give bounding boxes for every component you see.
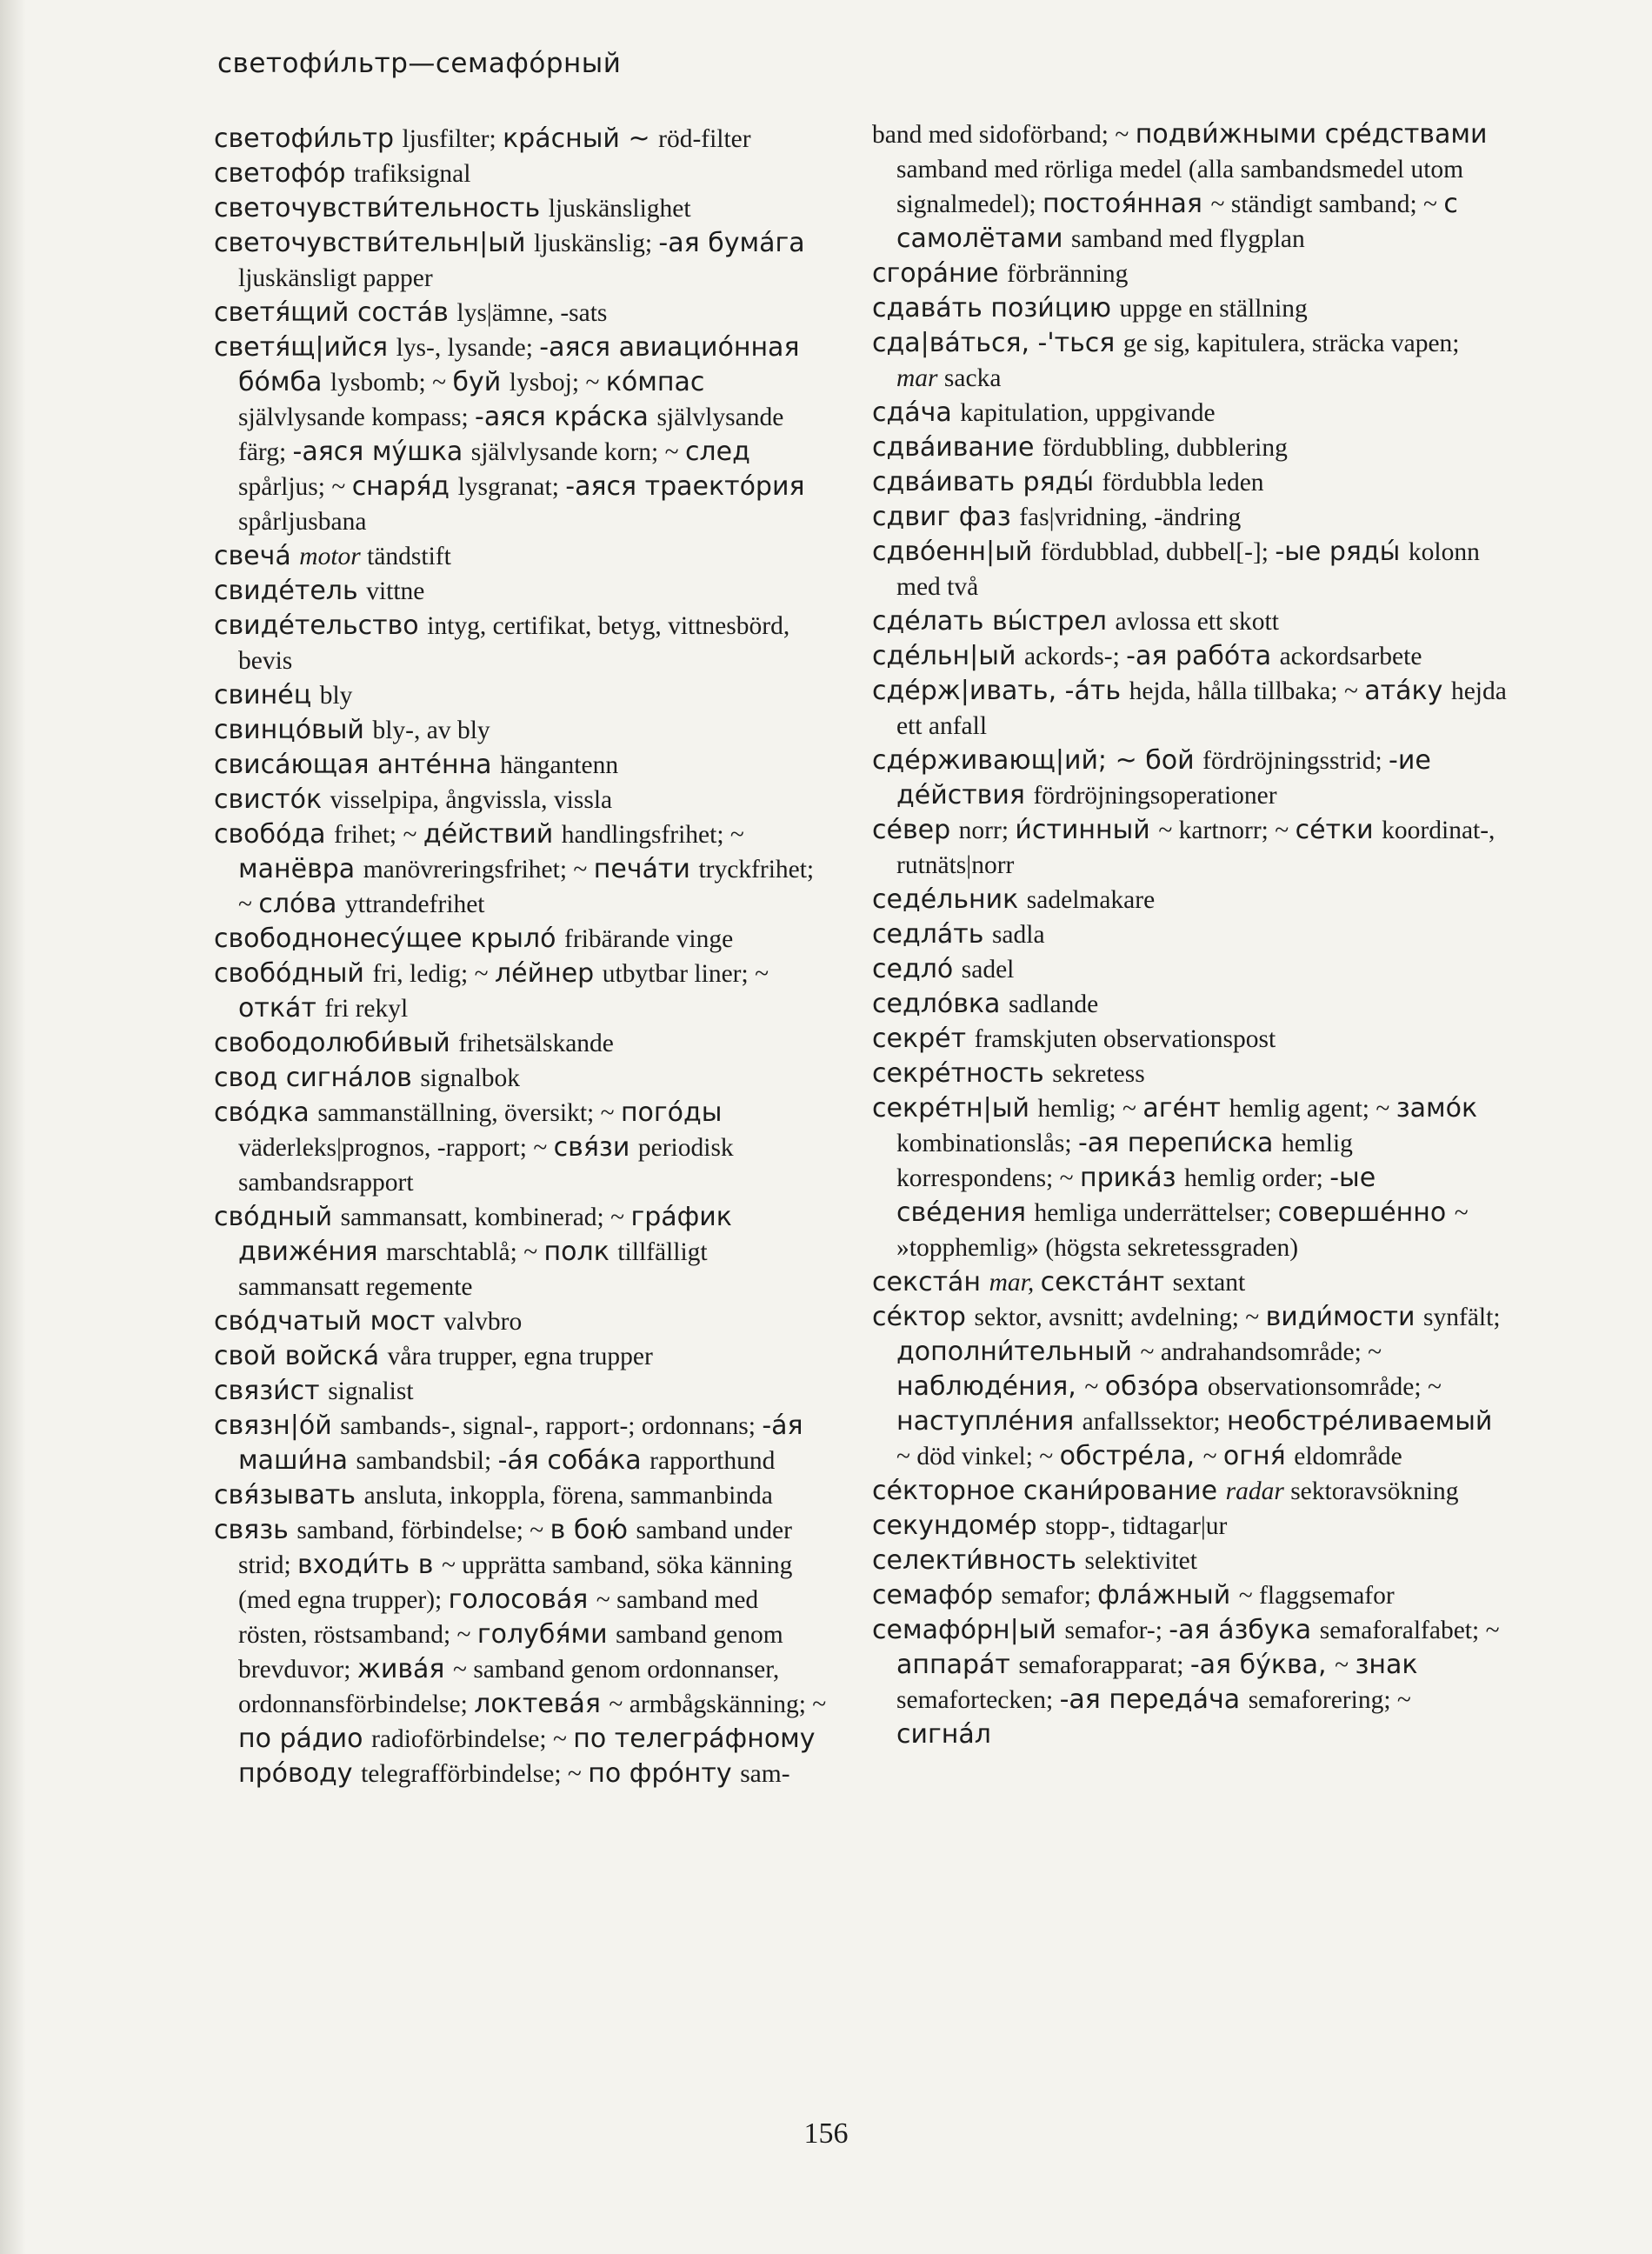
entry-russian-term: свине́ц xyxy=(214,680,320,710)
entry-swedish-gloss: ~ död vinkel; ~ xyxy=(896,1443,1060,1470)
entry-swedish-gloss: sadla xyxy=(991,921,1045,949)
entry-swedish-gloss: lys|ämne, -sats xyxy=(456,299,608,327)
entry-russian-term: печа́ти xyxy=(593,854,699,884)
dictionary-entry xyxy=(872,987,1507,1022)
entry-russian-term: свинцо́вый xyxy=(214,715,373,745)
entry-swedish-gloss: bly-, av bly xyxy=(372,717,490,744)
entry-russian-term: свя́зи xyxy=(553,1132,638,1163)
entry-russian-term: секста́нт xyxy=(1040,1267,1173,1297)
entry-swedish-gloss: ~ andrahandsområde; ~ xyxy=(1140,1338,1382,1366)
entry-swedish-gloss: lys-, lysande; xyxy=(396,334,540,362)
dictionary-entry xyxy=(872,1578,1507,1613)
entry-russian-term: фла́жный xyxy=(1097,1580,1239,1610)
entry-swedish-gloss: ~ upprätta samband, söka känning (med egna trupper); xyxy=(238,1551,793,1614)
entry-swedish-gloss: sambands-, signal-, rapport-; ordonnans; xyxy=(340,1412,763,1440)
entry-swedish-gloss: ~ flaggsemafor xyxy=(1238,1582,1395,1610)
entry-swedish-gloss: fri, ledig; ~ xyxy=(372,960,495,988)
entry-swedish-gloss: ~ armbågskänning; ~ xyxy=(609,1690,827,1718)
dictionary-entry xyxy=(872,1509,1507,1544)
entry-swedish-gloss: stopp-, tidtagar|ur xyxy=(1045,1512,1228,1540)
dictionary-entry xyxy=(214,1026,831,1061)
entry-russian-term: подви́жными сре́дствами xyxy=(1135,119,1488,150)
entry-russian-term: связи́ст xyxy=(214,1376,329,1406)
entry-swedish-gloss: selektivitet xyxy=(1084,1547,1197,1575)
entry-russian-term: локтева́я xyxy=(474,1689,610,1719)
entry-russian-term: входи́ть в xyxy=(297,1550,442,1580)
entry-swedish-gloss: trafiksignal xyxy=(354,160,471,188)
entry-swedish-gloss: semaforalfabet; ~ xyxy=(1319,1617,1500,1644)
entry-russian-term: сдава́ть пози́цию xyxy=(872,293,1120,323)
entry-swedish-gloss: ~ samband genom ordonnanser, ordonnansförbindelse; xyxy=(238,1656,780,1718)
dictionary-entry xyxy=(214,1096,831,1200)
dictionary-entry xyxy=(214,1478,831,1513)
entry-swedish-gloss: fribärande vinge xyxy=(564,925,734,953)
entry-domain-label: mar xyxy=(896,364,944,392)
entry-russian-term: сгора́ние xyxy=(872,258,1008,289)
entry-russian-term: свобо́дный xyxy=(214,958,373,989)
dictionary-entry xyxy=(872,604,1507,639)
entry-russian-term: светофо́р xyxy=(214,158,355,189)
entry-russian-term: де́йствий xyxy=(423,819,562,850)
dictionary-entry xyxy=(872,1091,1507,1265)
entry-russian-term: гра́фик движе́ния xyxy=(238,1202,732,1267)
entry-swedish-gloss: norr; xyxy=(958,817,1016,844)
entry-russian-term: селекти́вность xyxy=(872,1545,1085,1576)
entry-swedish-gloss: radioförbindelse; ~ xyxy=(371,1725,574,1753)
entry-russian-term: сдво́енн|ый xyxy=(872,537,1041,567)
entry-swedish-gloss: sektor, avsnitt; avdelning; ~ xyxy=(974,1304,1266,1331)
entry-swedish-gloss: visselpipa, ångvissla, vissla xyxy=(330,786,613,814)
entry-russian-term: сде́лать вы́стрел xyxy=(872,606,1116,637)
entry-russian-term: -ая а́збука xyxy=(1169,1615,1320,1645)
dictionary-entry xyxy=(872,535,1507,604)
entry-russian-term: секста́н xyxy=(872,1267,989,1297)
entry-russian-term: знак xyxy=(1355,1650,1418,1680)
entry-swedish-gloss: hejda, hålla tillbaka; ~ xyxy=(1129,677,1365,705)
entry-swedish-gloss: ~ ständigt samband; ~ xyxy=(1210,190,1444,218)
entry-russian-term: сигна́л xyxy=(896,1719,991,1750)
entry-russian-term: манёвра xyxy=(238,854,363,884)
entry-swedish-gloss: handlingsfrihet; ~ xyxy=(561,821,744,849)
entry-swedish-gloss: koordinat-, rutnäts|norr xyxy=(896,817,1495,879)
entry-russian-term: кра́сный ~ xyxy=(503,123,659,154)
entry-russian-term: сво́дчатый мост xyxy=(214,1306,444,1337)
entry-swedish-gloss: signalist xyxy=(328,1377,414,1405)
dictionary-entry xyxy=(214,296,831,330)
entry-russian-term: -ая бума́га xyxy=(658,228,805,258)
entry-russian-term: голосова́я xyxy=(448,1584,596,1615)
entry-swedish-gloss: yttrandefrihet xyxy=(344,890,485,918)
entry-russian-term: связь xyxy=(214,1515,297,1545)
entry-swedish-gloss: hemlig; ~ xyxy=(1037,1095,1143,1123)
entry-russian-term: -аяся му́шка xyxy=(292,437,471,467)
dictionary-entry xyxy=(214,330,831,539)
entry-russian-term: светофи́льтр xyxy=(214,123,403,154)
entry-swedish-gloss: tryckfrihet; ~ xyxy=(238,856,815,918)
entry-russian-term: свиде́тельство xyxy=(214,610,428,641)
entry-russian-term: сде́рживающ|ий; ~ бой xyxy=(872,745,1203,776)
entry-russian-term: связн|о́й xyxy=(214,1410,341,1441)
dictionary-entry xyxy=(872,1544,1507,1578)
entry-swedish-gloss: avlossa ett skott xyxy=(1115,608,1279,636)
entry-swedish-gloss: kombinationslås; xyxy=(896,1130,1078,1157)
entry-russian-term: жива́я xyxy=(356,1654,453,1684)
entry-russian-term: снаря́д xyxy=(351,471,458,502)
entry-swedish-gloss: signalbok xyxy=(420,1064,521,1092)
entry-russian-term: аге́нт xyxy=(1142,1093,1229,1124)
entry-russian-term: -ие де́йствия xyxy=(896,745,1431,810)
entry-domain-label: motor xyxy=(299,543,368,570)
entry-swedish-gloss: vittne xyxy=(366,577,425,605)
entry-swedish-gloss: tillfälligt sammansatt regemente xyxy=(238,1238,708,1301)
dictionary-entry xyxy=(214,1339,831,1374)
dictionary-entry xyxy=(872,952,1507,987)
dictionary-entry xyxy=(872,1022,1507,1057)
running-header: светофи́льтр—семафо́рный xyxy=(217,48,622,79)
entry-swedish-gloss: ljusfilter; xyxy=(402,125,503,153)
entry-russian-term: седе́льник xyxy=(872,884,1027,915)
entry-russian-term: голубя́ми xyxy=(476,1619,616,1650)
entry-swedish-gloss: sextant xyxy=(1172,1269,1246,1297)
entry-swedish-gloss: observationsområde; ~ xyxy=(1207,1373,1442,1401)
entry-russian-term: сдва́ивание xyxy=(872,432,1042,463)
entry-swedish-gloss: ljuskänslig; xyxy=(534,230,659,257)
entry-russian-term: наступле́ния xyxy=(896,1406,1082,1437)
entry-russian-term: соверше́нно xyxy=(1277,1197,1455,1228)
entry-russian-term: свободолюби́вый xyxy=(214,1028,459,1058)
entry-swedish-gloss: självlysande färg; xyxy=(238,403,784,466)
entry-swedish-gloss: sekretess xyxy=(1052,1060,1145,1088)
entry-russian-term: ата́ку xyxy=(1364,676,1451,706)
entry-swedish-gloss: fördröjningsoperationer xyxy=(1033,782,1277,810)
entry-russian-term: с самолётами xyxy=(896,189,1458,254)
entry-russian-term: свод сигна́лов xyxy=(214,1063,421,1093)
entry-swedish-gloss: fördubbla leden xyxy=(1102,469,1264,497)
entry-swedish-gloss: lysgranat; xyxy=(457,473,566,501)
entry-russian-term: -ая переда́ча xyxy=(1059,1684,1249,1715)
entry-swedish-gloss: samband under strid; xyxy=(238,1517,792,1579)
dictionary-entry xyxy=(214,609,831,678)
dictionary-entry xyxy=(872,1474,1507,1509)
entry-swedish-gloss: kapitulation, uppgivande xyxy=(960,399,1216,427)
entry-russian-term: в бою́ xyxy=(550,1515,636,1545)
entry-russian-term: свобо́да xyxy=(214,819,335,850)
entry-swedish-gloss: eldområde xyxy=(1294,1443,1402,1470)
entry-swedish-gloss: ljuskänsligt papper xyxy=(238,264,433,292)
entry-swedish-gloss: hemlig agent; ~ xyxy=(1229,1095,1396,1123)
entry-russian-term: свиса́ющая анте́нна xyxy=(214,750,501,780)
entry-russian-term: светя́щ|ийся xyxy=(214,332,396,363)
dictionary-entry xyxy=(214,783,831,817)
dictionary-entry xyxy=(214,748,831,783)
dictionary-entry xyxy=(872,917,1507,952)
entry-russian-term: се́ктор xyxy=(872,1302,975,1332)
entry-russian-term: по телегра́фному про́воду xyxy=(238,1724,816,1789)
entry-swedish-gloss: semafortecken; xyxy=(896,1686,1060,1714)
entry-swedish-gloss: samband med rörliga medel (alla sambandsmedel utom signalmedel); xyxy=(896,156,1464,218)
entry-swedish-gloss: intyg, certifikat, betyg, vittnesbörd, bevis xyxy=(238,612,790,675)
entry-russian-term: наблюде́ния, xyxy=(896,1371,1085,1402)
dictionary-entry xyxy=(872,674,1507,744)
dictionary-entry xyxy=(872,500,1507,535)
entry-swedish-gloss: sambandsbil; xyxy=(356,1447,498,1475)
entry-russian-term: пого́ды xyxy=(620,1097,723,1128)
entry-swedish-gloss: fördubblad, dubbel[-]; xyxy=(1040,538,1276,566)
entry-russian-term: свой войска́ xyxy=(214,1341,388,1371)
entry-swedish-gloss: hemlig order; xyxy=(1184,1164,1330,1192)
dictionary-entry xyxy=(872,744,1507,813)
entry-russian-term: -ая бу́ква, xyxy=(1189,1650,1336,1680)
entry-russian-term: секре́тность xyxy=(872,1058,1053,1089)
dictionary-entry xyxy=(872,1300,1507,1474)
entry-swedish-gloss: ~ »topphemlig» (högsta sekretessgraden) xyxy=(896,1199,1469,1262)
entry-russian-term: -ые ряды́ xyxy=(1275,537,1409,567)
entry-swedish-gloss: väderleks|prognos, -rapport; ~ xyxy=(238,1134,554,1162)
entry-swedish-gloss: semafor-; xyxy=(1064,1617,1169,1644)
entry-russian-term: сде́льн|ый xyxy=(872,641,1024,671)
entry-russian-term: по фро́нту xyxy=(588,1758,741,1789)
entry-russian-term: обзо́ра xyxy=(1104,1371,1208,1402)
entry-russian-term: семафо́р xyxy=(872,1580,1002,1610)
entry-swedish-gloss: ~ xyxy=(1335,1651,1356,1679)
page-gutter-shadow xyxy=(0,0,26,2254)
entry-swedish-gloss: framskjuten observationspost xyxy=(974,1025,1276,1053)
entry-russian-term: -а́я маши́на xyxy=(238,1410,803,1476)
dictionary-entry xyxy=(214,713,831,748)
entry-russian-term: -ая перепи́ска xyxy=(1077,1128,1282,1158)
entry-swedish-gloss: tändstift xyxy=(367,543,451,570)
entry-russian-term: сво́дка xyxy=(214,1097,318,1128)
entry-swedish-gloss: ~ samband med rösten, röstsamband; ~ xyxy=(238,1586,759,1649)
entry-swedish-gloss: ~ kartnorr; ~ xyxy=(1158,817,1296,844)
entry-russian-term: след xyxy=(684,437,750,467)
dictionary-entry xyxy=(214,122,831,157)
entry-swedish-gloss: sacka xyxy=(943,364,1002,392)
dictionary-entry xyxy=(872,883,1507,917)
entry-swedish-gloss: sadlande xyxy=(1008,990,1099,1018)
dictionary-entry xyxy=(214,1409,831,1478)
entry-swedish-gloss: fri rekyl xyxy=(324,995,409,1023)
dictionary-entry xyxy=(872,1265,1507,1300)
dictionary-entry xyxy=(214,157,831,191)
entry-swedish-gloss: ackordsarbete xyxy=(1279,643,1422,670)
dictionary-entry xyxy=(872,430,1507,465)
entry-swedish-gloss: lysbomb; ~ xyxy=(330,369,453,397)
entry-swedish-gloss: frihet; ~ xyxy=(334,821,423,849)
entry-swedish-gloss: självlysande korn; ~ xyxy=(470,438,685,466)
entry-swedish-gloss: sadel xyxy=(961,956,1015,984)
entry-swedish-gloss: hejda ett anfall xyxy=(896,677,1507,740)
entry-swedish-gloss: valvbro xyxy=(443,1308,523,1336)
entry-russian-term: свободнонесу́щее крыло́ xyxy=(214,924,565,954)
entry-russian-term: се́вер xyxy=(872,815,959,845)
entry-russian-term: -ые све́дения xyxy=(896,1163,1376,1228)
entry-swedish-gloss: frihetsälskande xyxy=(458,1030,614,1057)
entry-russian-term: и́стинный xyxy=(1015,815,1159,845)
entry-swedish-gloss: sektoravsökning xyxy=(1290,1477,1459,1505)
entry-russian-term: седло́вка xyxy=(872,989,1009,1019)
entry-swedish-gloss: anfallssektor; xyxy=(1082,1408,1227,1436)
dictionary-entry xyxy=(214,1374,831,1409)
entry-swedish-gloss: röd-filter xyxy=(658,125,751,153)
entry-russian-term: замо́к xyxy=(1396,1093,1478,1124)
entry-russian-term: ко́мпас xyxy=(605,367,705,397)
entry-russian-term: -ая рабо́та xyxy=(1126,641,1280,671)
entry-swedish-gloss: semaforering; ~ xyxy=(1248,1686,1411,1714)
entry-swedish-gloss: hemliga underrättelser; xyxy=(1034,1199,1278,1227)
entry-swedish-gloss: ~ xyxy=(1084,1373,1105,1401)
entry-swedish-gloss: lysboj; ~ xyxy=(509,369,606,397)
entry-swedish-gloss: kolonn med två xyxy=(896,538,1480,601)
entry-swedish-gloss: band med sidoförband; ~ xyxy=(872,121,1136,149)
entry-russian-term: необстре́ливаемый xyxy=(1226,1406,1493,1437)
entry-russian-term: сдва́ивать ряды́ xyxy=(872,467,1102,497)
entry-russian-term: сдвиг фаз xyxy=(872,502,1020,532)
entry-swedish-gloss: ansluta, inkoppla, förena, sammanbinda xyxy=(363,1482,773,1510)
entry-swedish-gloss: fördröjningsstrid; xyxy=(1202,747,1389,775)
entry-russian-term: ле́йнер xyxy=(494,958,603,989)
entry-swedish-gloss: periodisk sambandsrapport xyxy=(238,1134,734,1197)
entry-swedish-gloss: sammansatt, kombinerad; ~ xyxy=(340,1204,631,1231)
entry-russian-term: обстре́ла, xyxy=(1059,1441,1203,1471)
entry-russian-term: прика́з xyxy=(1079,1163,1185,1193)
entry-russian-term: -а́я соба́ка xyxy=(497,1445,650,1476)
entry-russian-term: семафо́рн|ый xyxy=(872,1615,1065,1645)
entry-russian-term: секре́т xyxy=(872,1024,975,1054)
entry-russian-term: сде́рж|ивать, -а́ть xyxy=(872,676,1129,706)
entry-russian-term: се́тки xyxy=(1295,815,1382,845)
entry-russian-term: сво́дный xyxy=(214,1202,341,1232)
entry-russian-term: дополни́тельный xyxy=(896,1337,1141,1367)
dictionary-entry xyxy=(214,957,831,1026)
entry-swedish-gloss: uppge en ställning xyxy=(1119,295,1308,323)
entry-swedish-gloss: spårljus; ~ xyxy=(238,473,352,501)
dictionary-entry xyxy=(872,117,1507,257)
dictionary-entry xyxy=(214,574,831,609)
dictionary-entry xyxy=(872,1613,1507,1752)
entry-swedish-gloss: självlysande kompass; xyxy=(238,403,476,431)
entry-russian-term: светя́щий соста́в xyxy=(214,297,457,328)
entry-swedish-gloss: ge sig, kapitulera, sträcka vapen; xyxy=(1122,330,1460,357)
entry-russian-term: отка́т xyxy=(238,993,325,1024)
entry-swedish-gloss: samband med flygplan xyxy=(1071,225,1305,253)
entry-russian-term: седло́ xyxy=(872,954,962,984)
dictionary-entry xyxy=(872,257,1507,291)
dictionary-entry xyxy=(214,1513,831,1791)
entry-russian-term: секре́тн|ый xyxy=(872,1093,1038,1124)
entry-russian-term: постоя́нная xyxy=(1042,189,1211,219)
entry-swedish-gloss: manövreringsfrihet; ~ xyxy=(363,856,594,884)
entry-russian-term: сло́ва xyxy=(258,889,345,919)
entry-russian-term: се́кторное скани́рование xyxy=(872,1476,1226,1506)
entry-swedish-gloss: semaforapparat; xyxy=(1018,1651,1190,1679)
entry-swedish-gloss: rapporthund xyxy=(649,1447,776,1475)
entry-swedish-gloss: hängantenn xyxy=(500,751,619,779)
entry-russian-term: седла́ть xyxy=(872,919,992,950)
dictionary-entry xyxy=(214,191,831,226)
entry-russian-term: сда́ча xyxy=(872,397,961,428)
right-column xyxy=(872,117,1507,1752)
entry-swedish-gloss: fas|vridning, -ändring xyxy=(1019,503,1242,531)
entry-russian-term: -аяся авиацио́нная бо́мба xyxy=(238,332,800,397)
entry-russian-term: -аяся кра́ска xyxy=(475,402,657,432)
dictionary-entry xyxy=(872,326,1507,396)
entry-swedish-gloss: samband, förbindelse; ~ xyxy=(296,1517,550,1544)
entry-russian-term: сда|ва́ться, -'ться xyxy=(872,328,1123,358)
entry-swedish-gloss: ackords-; xyxy=(1024,643,1127,670)
dictionary-entry xyxy=(872,813,1507,883)
entry-russian-term: по ра́дио xyxy=(238,1724,372,1754)
entry-russian-term: светочувстви́тельность xyxy=(214,193,549,223)
entry-swedish-gloss: ~ xyxy=(1202,1443,1223,1470)
entry-russian-term: види́мости xyxy=(1265,1302,1424,1332)
entry-swedish-gloss: telegrafförbindelse; ~ xyxy=(361,1760,589,1788)
entry-swedish-gloss: sam- xyxy=(740,1760,790,1788)
entry-russian-term: огня́ xyxy=(1222,1441,1295,1471)
entry-swedish-gloss: förbränning xyxy=(1007,260,1129,288)
entry-domain-label: mar, xyxy=(989,1269,1041,1297)
entry-russian-term: свиде́тель xyxy=(214,576,367,606)
entry-swedish-gloss: samband genom brevduvor; xyxy=(238,1621,783,1684)
page-number: 156 xyxy=(803,2117,849,2150)
entry-swedish-gloss: spårljusbana xyxy=(238,508,367,536)
entry-swedish-gloss: fördubbling, dubblering xyxy=(1042,434,1288,462)
entry-russian-term: светочувстви́тельн|ый xyxy=(214,228,534,258)
left-column xyxy=(214,122,831,1791)
dictionary-entry xyxy=(214,539,831,574)
entry-russian-term: буй xyxy=(452,367,510,397)
entry-swedish-gloss: hemlig korrespondens; ~ xyxy=(896,1130,1353,1192)
dictionary-entry xyxy=(214,1304,831,1339)
dictionary-entry xyxy=(214,226,831,296)
dictionary-entry xyxy=(214,1200,831,1304)
entry-swedish-gloss: utbytbar liner; ~ xyxy=(602,960,769,988)
entry-swedish-gloss: sammanställning, översikt; ~ xyxy=(317,1099,621,1127)
dictionary-entry xyxy=(872,465,1507,500)
dictionary-entry xyxy=(214,922,831,957)
entry-russian-term: аппара́т xyxy=(896,1650,1019,1680)
entry-swedish-gloss: synfält; xyxy=(1423,1304,1501,1331)
entry-swedish-gloss: sadelmakare xyxy=(1026,886,1156,914)
entry-russian-term: секундоме́р xyxy=(872,1510,1046,1541)
dictionary-entry xyxy=(872,639,1507,674)
entry-swedish-gloss: marschtablå; ~ xyxy=(386,1238,544,1266)
entry-russian-term: свеча́ xyxy=(214,541,300,571)
dictionary-entry xyxy=(872,396,1507,430)
entry-russian-term: -аяся траекто́рия xyxy=(565,471,805,502)
dictionary-entry xyxy=(872,291,1507,326)
dictionary-entry xyxy=(214,678,831,713)
entry-swedish-gloss: våra trupper, egna trupper xyxy=(387,1343,653,1370)
entry-swedish-gloss: ljuskänslighet xyxy=(548,195,691,223)
entry-swedish-gloss: bly xyxy=(319,682,353,710)
entry-domain-label: radar xyxy=(1225,1477,1291,1505)
dictionary-entry xyxy=(872,1057,1507,1091)
dictionary-entry xyxy=(214,817,831,922)
entry-russian-term: полк xyxy=(543,1237,618,1267)
entry-swedish-gloss: semafor; xyxy=(1001,1582,1098,1610)
entry-russian-term: свя́зывать xyxy=(214,1480,364,1510)
entry-russian-term: свисто́к xyxy=(214,784,330,815)
dictionary-entry xyxy=(214,1061,831,1096)
